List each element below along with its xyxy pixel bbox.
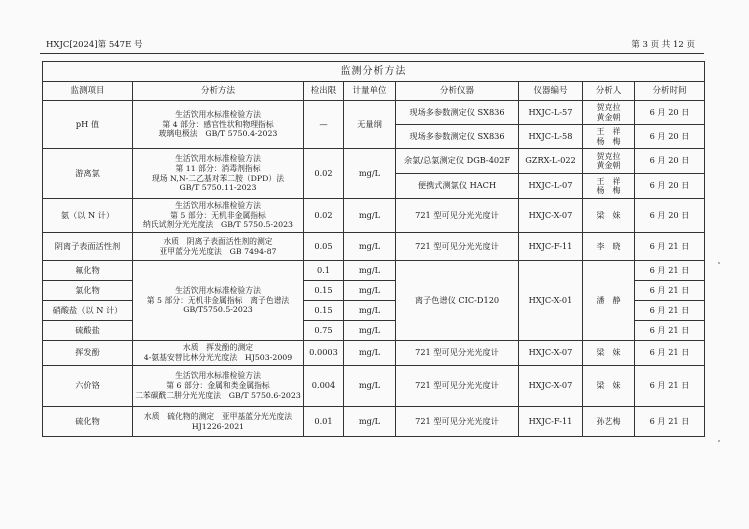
date-cell: 6 月 20 日 [635, 101, 705, 125]
item-cell: 游离氯 [43, 149, 133, 199]
analyst-cell: 梁 妹 [583, 199, 635, 233]
instrument-cell: 离子色谱仪 CIC-D120 [396, 261, 519, 341]
date-cell: 6 月 21 日 [635, 366, 705, 407]
limit-cell: 0.02 [304, 149, 344, 199]
col-header: 分析人 [583, 82, 635, 101]
unit-cell: mg/L [344, 199, 396, 233]
limit-cell: 0.05 [304, 233, 344, 261]
limit-cell: 0.01 [304, 407, 344, 437]
analyst-cell: 贺克拉 黄金朝 [583, 149, 635, 174]
table-row [43, 366, 705, 407]
analyst-cell: 王 祥 杨 梅 [583, 174, 635, 199]
unit-cell: mg/L [344, 233, 396, 261]
instrument-cell: 721 型可见分光光度计 [396, 199, 519, 233]
limit-cell: 0.15 [304, 301, 344, 321]
header-rule [40, 53, 704, 54]
table-row [43, 407, 705, 437]
instrument-no-cell: HXJC-L-57 [519, 101, 583, 125]
method-cell: 水质 阴离子表面活性剂的测定 亚甲蓝分光光度法 GB 7494-87 [133, 233, 304, 261]
date-cell: 6 月 21 日 [635, 233, 705, 261]
document-number: HXJC[2024]第 547E 号 [46, 40, 143, 50]
col-header: 计量单位 [344, 82, 396, 101]
table-row [43, 149, 705, 174]
date-cell: 6 月 21 日 [635, 341, 705, 366]
item-cell: 硫酸盐 [43, 321, 133, 341]
instrument-no-cell: HXJC-L-58 [519, 125, 583, 149]
unit-cell: mg/L [344, 321, 396, 341]
date-cell: 6 月 20 日 [635, 149, 705, 174]
item-cell: 六价铬 [43, 366, 133, 407]
col-header: 分析仪器 [396, 82, 519, 101]
instrument-no-cell: HXJC-X-07 [519, 341, 583, 366]
method-cell: 生活饮用水标准检验方法 第 6 部分：金属和类金属指标 二苯碳酰二肼分光光度法 GB/T 5750.6-2023 [133, 366, 304, 407]
unit-cell: mg/L [344, 341, 396, 366]
table-row [43, 341, 705, 366]
table-row [43, 101, 705, 125]
table-row [43, 199, 705, 233]
col-header: 分析方法 [133, 82, 304, 101]
instrument-no-cell: HXJC-F-11 [519, 233, 583, 261]
item-cell: 氨（以 N 计） [43, 199, 133, 233]
instrument-no-cell: HXJC-F-11 [519, 407, 583, 437]
unit-cell: mg/L [344, 407, 396, 437]
instrument-no-cell: GZRX-L-022 [519, 149, 583, 174]
item-cell: 氯化物 [43, 281, 133, 301]
col-header: 分析时间 [635, 82, 705, 101]
date-cell: 6 月 21 日 [635, 261, 705, 281]
item-cell: 硫化物 [43, 407, 133, 437]
instrument-no-cell: HXJC-X-01 [519, 261, 583, 341]
date-cell: 6 月 21 日 [635, 407, 705, 437]
method-cell: 水质 挥发酚的测定 4-氨基安替比林分光光度法 HJ503-2009 [133, 341, 304, 366]
instrument-cell: 721 型可见分光光度计 [396, 233, 519, 261]
scan-speck [718, 262, 720, 264]
table-row [43, 261, 705, 281]
instrument-cell: 721 型可见分光光度计 [396, 341, 519, 366]
analyst-cell: 王 祥 杨 梅 [583, 125, 635, 149]
instrument-no-cell: HXJC-L-07 [519, 174, 583, 199]
limit-cell: 0.75 [304, 321, 344, 341]
item-cell: 氟化物 [43, 261, 133, 281]
item-cell: 硝酸盐（以 N 计） [43, 301, 133, 321]
date-cell: 6 月 20 日 [635, 174, 705, 199]
table-row [43, 233, 705, 261]
col-header: 检出限 [304, 82, 344, 101]
item-cell: 阴离子表面活性剂 [43, 233, 133, 261]
method-cell: 生活饮用水标准检验方法 第 4 部分：感官性状和物理指标 玻璃电极法 GB/T 5750.4-2023 [133, 101, 304, 149]
page-indicator: 第 3 页 共 12 页 [631, 40, 695, 50]
analyst-cell: 孙艺梅 [583, 407, 635, 437]
date-cell: 6 月 21 日 [635, 321, 705, 341]
instrument-cell: 现场多参数测定仪 SX836 [396, 125, 519, 149]
limit-cell: 0.15 [304, 281, 344, 301]
item-cell: pH 值 [43, 101, 133, 149]
unit-cell: mg/L [344, 301, 396, 321]
unit-cell: 无量纲 [344, 101, 396, 149]
unit-cell: mg/L [344, 281, 396, 301]
table-header-row [43, 82, 705, 101]
method-cell: 生活饮用水标准检验方法 第 11 部分：消毒剂指标 现场 N,N-二乙基对苯二胺（DPD）法 GB/T 5750.11-2023 [133, 149, 304, 199]
item-cell: 挥发酚 [43, 341, 133, 366]
unit-cell: mg/L [344, 261, 396, 281]
limit-cell: 0.1 [304, 261, 344, 281]
method-cell: 生活饮用水标准检验方法 第 5 部分：无机非金属指标 纳氏试剂分光光度法 GB/T 5750.5-2023 [133, 199, 304, 233]
instrument-cell: 721 型可见分光光度计 [396, 366, 519, 407]
limit-cell: 0.02 [304, 199, 344, 233]
col-header: 监测项目 [43, 82, 133, 101]
scan-speck [718, 440, 720, 442]
analyst-cell: 贺克拉 黄金朝 [583, 101, 635, 125]
instrument-cell: 便携式测氯仪 HACH [396, 174, 519, 199]
instrument-no-cell: HXJC-X-07 [519, 199, 583, 233]
analysis-method-table [42, 61, 705, 437]
instrument-cell: 721 型可见分光光度计 [396, 407, 519, 437]
date-cell: 6 月 21 日 [635, 301, 705, 321]
unit-cell: mg/L [344, 366, 396, 407]
limit-cell: — [304, 101, 344, 149]
instrument-no-cell: HXJC-X-07 [519, 366, 583, 407]
unit-cell: mg/L [344, 149, 396, 199]
col-header: 仪器编号 [519, 82, 583, 101]
limit-cell: 0.0003 [304, 341, 344, 366]
method-cell: 水质 硫化物的测定 亚甲基蓝分光光度法 HJ1226-2021 [133, 407, 304, 437]
method-cell: 生活饮用水标准检验方法 第 5 部分：无机非金属指标 离子色谱法 GB/T5750.5-2023 [133, 261, 304, 341]
analyst-cell: 潘 静 [583, 261, 635, 341]
analyst-cell: 梁 妹 [583, 341, 635, 366]
date-cell: 6 月 20 日 [635, 199, 705, 233]
analyst-cell: 梁 妹 [583, 366, 635, 407]
instrument-cell: 现场多参数测定仪 SX836 [396, 101, 519, 125]
instrument-cell: 余氯/总氯测定仪 DGB-402F [396, 149, 519, 174]
date-cell: 6 月 20 日 [635, 125, 705, 149]
table-title: 监测分析方法 [43, 62, 705, 82]
date-cell: 6 月 21 日 [635, 281, 705, 301]
analyst-cell: 李 晓 [583, 233, 635, 261]
limit-cell: 0.004 [304, 366, 344, 407]
